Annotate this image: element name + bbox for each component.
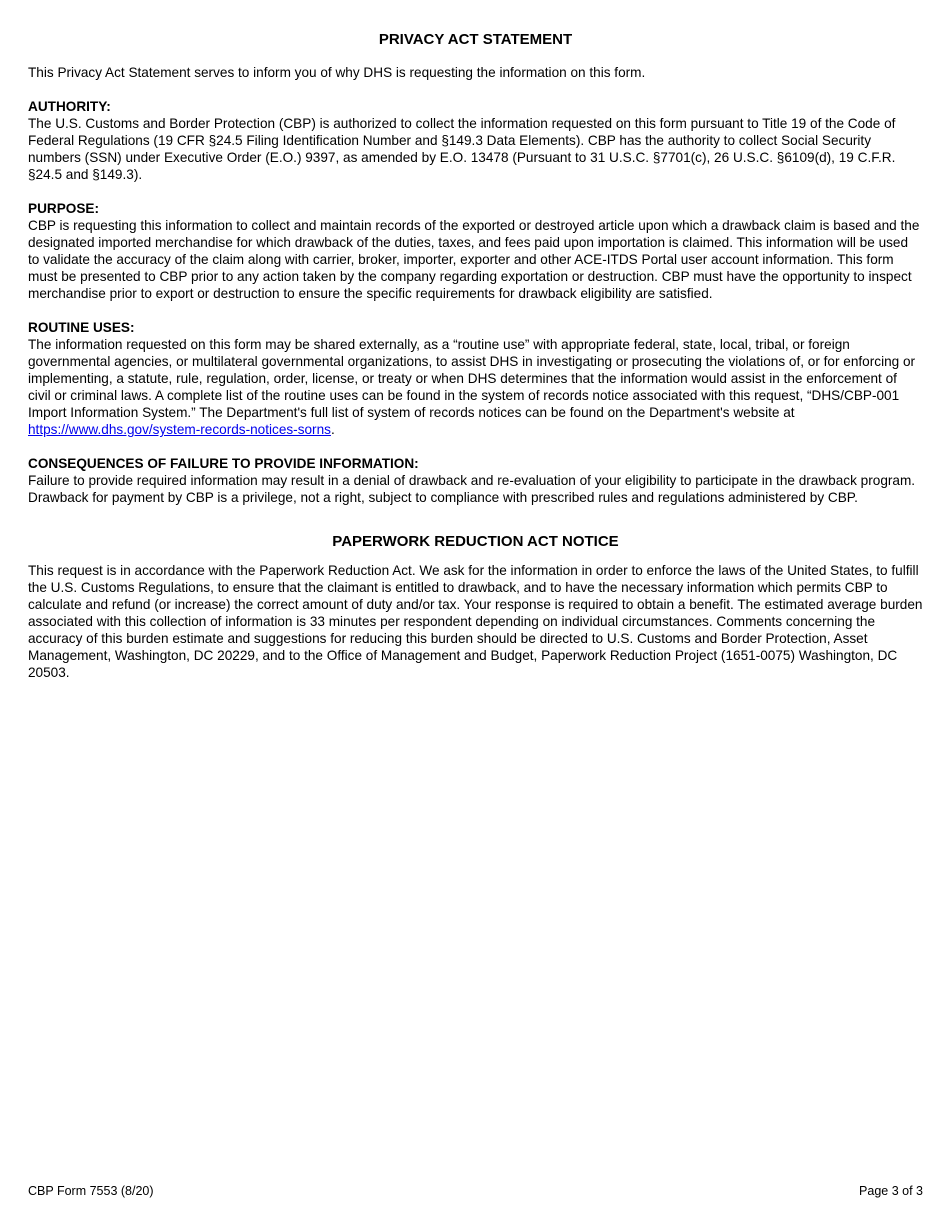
authority-text: The U.S. Customs and Border Protection (CBP) is authorized to collect the information requested on this form pursuant to Title 19 of the Code of Federal Regulations (19 CFR §24.5 Filing Identification Number and §149.3 Data Elements). CBP has the authority to collect Social Security numbers (SSN) under Executive Order (E.O.) 9397, as amended by E.O. 13478 (Pursuant to 31 U.S.C. §7701(c), 26 U.S.C. §6109(d), 19 C.F.R. §24.5 and §149.3). [28, 116, 896, 182]
authority-section [28, 98, 923, 183]
routine-uses-paragraph [28, 336, 923, 438]
authority-heading: AUTHORITY: [28, 99, 111, 114]
paperwork-act-title: PAPERWORK REDUCTION ACT NOTICE [332, 533, 619, 550]
paperwork-text: This request is in accordance with the Paperwork Reduction Act. We ask for the information in order to enforce the laws of the United States, to fulfill the U.S. Customs Regulations, to ensure that the claimant is entitled to drawback, and to have the necessary information which permits CBP to calculate and refund (or increase) the correct amount of duty and/or tax. Your response is required to obtain a benefit. The estimated average burden associated with this collection of information is 33 minutes per respondent depending on individual circumstances. Comments concerning the accuracy of this burden estimate and suggestions for reducing this burden should be directed to U.S. Customs and Border Protection, Asset Management, Washington, DC 20229, and to the Office of Management and Budget, Paperwork Reduction Project (1651-0075) Washington, DC 20503. [28, 563, 923, 680]
purpose-heading: PURPOSE: [28, 201, 100, 216]
routine-uses-text: The information requested on this form may be shared externally, as a “routine use” with appropriate federal, state, local, tribal, or foreign governmental agencies, or multilateral governmental organizations, to assist DHS in investigating or prosecuting the violations of, or for enforcing or implementing, a statute, rule, regulation, order, license, or treaty or when DHS determines that the information would assist in the enforcement of civil or criminal laws. A complete list of the routine uses can be found in the system of records notice associated with this request, “DHS/CBP-001 Import Information System.” The Department's full list of system of records notices can be found on the Department's website at [28, 337, 916, 420]
consequences-text: Failure to provide required information may result in a denial of drawback and re-evaluation of your eligibility to participate in the drawback program. Drawback for payment by CBP is a privilege, not a right, subject to compliance with prescribed rules and regulations administered by CBP. [28, 473, 916, 505]
routine-uses-section [28, 319, 923, 438]
page-number: Page 3 of 3 [859, 1184, 923, 1198]
form-id: CBP Form 7553 (8/20) [28, 1184, 154, 1198]
privacy-act-title: PRIVACY ACT STATEMENT [378, 31, 573, 48]
consequences-heading: CONSEQUENCES OF FAILURE TO PROVIDE INFORMATION: [28, 456, 419, 471]
sorns-link[interactable]: https://www.dhs.gov/system-records-notices-sorns [28, 422, 331, 437]
privacy-intro: This Privacy Act Statement serves to inform you of why DHS is requesting the information on this form. [28, 65, 646, 80]
routine-uses-heading: ROUTINE USES: [28, 320, 135, 335]
document-page [28, 30, 923, 681]
routine-uses-end: . [330, 422, 335, 437]
consequences-section [28, 455, 923, 506]
page-footer [28, 1183, 923, 1200]
purpose-text: CBP is requesting this information to collect and maintain records of the exported or destroyed article upon which a drawback claim is based and the designated imported merchandise for which drawback of the duties, taxes, and fees paid upon importation is claimed. This information will be used to validate the accuracy of the claim along with carrier, broker, importer, exporter and other ACE-ITDS Portal user account information. This form must be presented to CBP prior to any action taken by the company regarding exportation or destruction. CBP must have the opportunity to inspect merchandise prior to export or destruction to ensure the specific requirements for drawback eligibility are satisfied. [28, 218, 920, 301]
purpose-section [28, 200, 923, 302]
